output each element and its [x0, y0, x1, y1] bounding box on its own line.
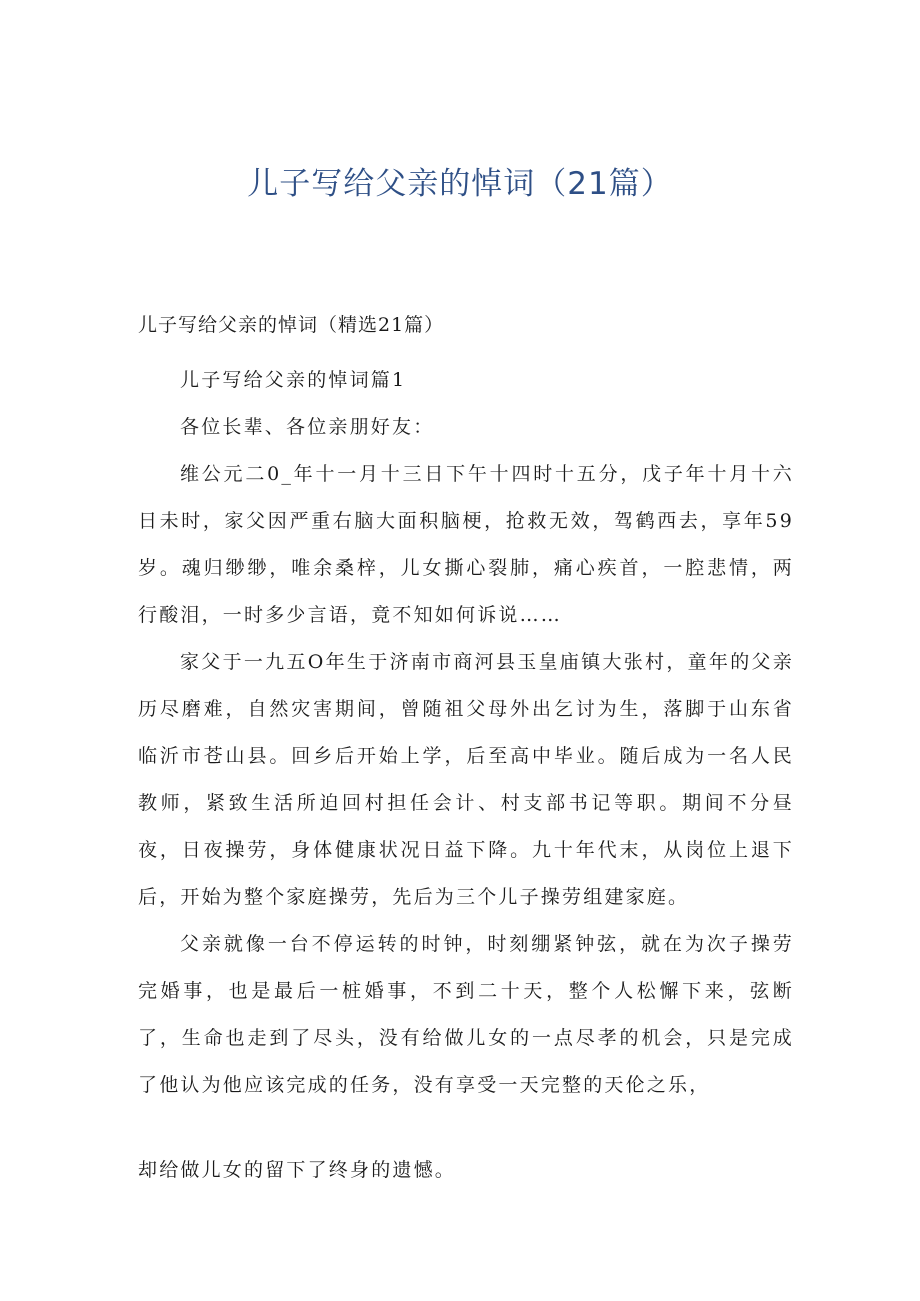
body-paragraph: 家父于一九五O年生于济南市商河县玉皇庙镇大张村，童年的父亲历尽磨难，自然灾害期间，曾随祖父母外出乞讨为生，落脚于山东省临沂市苍山县。回乡后开始上学，后至高中毕业。随后成为一名人民教师，紧致生活所迫回村担任会计、村支部书记等职。期间不分昼夜，日夜操劳，身体健康状况日益下降。九十年代末，从岗位上退下后，开始为整个家庭操劳，先后为三个儿子操劳组建家庭。 — [138, 651, 794, 908]
document-subtitle: 儿子写给父亲的悼词（精选21篇） — [138, 314, 445, 336]
document-title: 儿子写给父亲的悼词（21篇） — [247, 166, 673, 202]
document-body — [138, 357, 794, 1109]
closing-line: 却给做儿女的留下了终身的遗憾。 — [138, 1159, 457, 1181]
body-paragraph: 维公元二0_年十一月十三日下午十四时十五分，戊子年十月十六日未时，家父因严重右脑大面积脑梗，抢救无效，驾鹤西去，享年59岁。魂归缈缈，唯余桑梓，儿女撕心裂肺，痛心疾首，一腔悲情，两行酸泪，一时多少言语，竟不知如何诉说…… — [138, 463, 794, 626]
salutation-paragraph: 各位长辈、各位亲朋好友： — [180, 416, 435, 438]
section-heading: 儿子写给父亲的悼词篇1 — [180, 369, 407, 391]
body-paragraph: 父亲就像一台不停运转的时钟，时刻绷紧钟弦，就在为次子操劳完婚事，也是最后一桩婚事，不到二十天，整个人松懈下来，弦断了，生命也走到了尽头，没有给做儿女的一点尽孝的机会，只是完成了他认为他应该完成的任务，没有享受一天完整的天伦之乐， — [138, 933, 794, 1096]
